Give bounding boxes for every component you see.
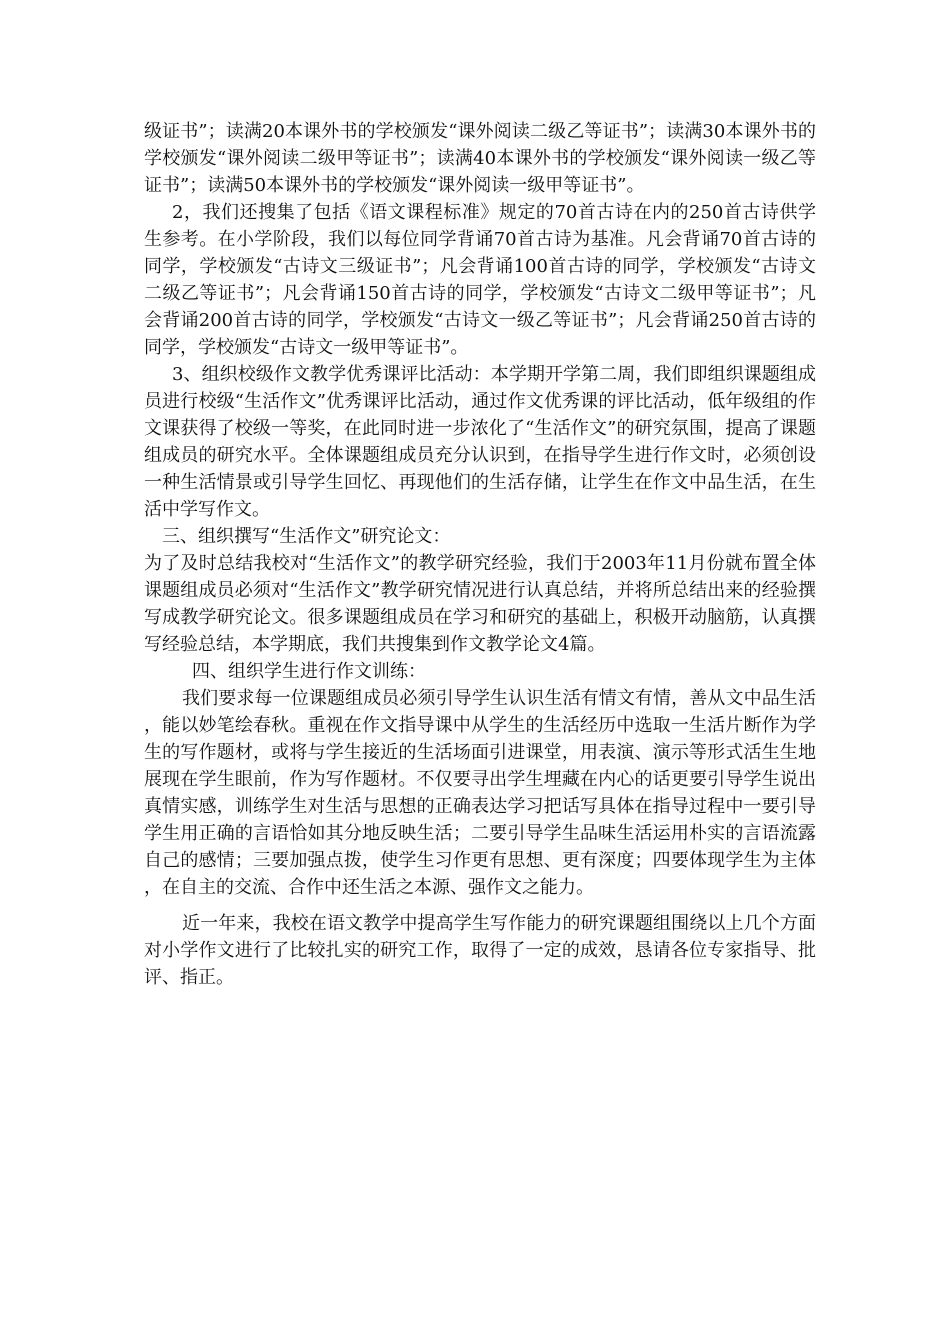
paragraph-writing-training: 我们要求每一位课题组成员必须引导学生认识生活有情文有情，善从文中品生活，能以妙笔绘春秋。重视在作文指导课中从学生的生活经历中选取一生活片断作为学生的写作题材，或将与学生接近的生活场面引进课堂，用表演、演示等形式活生生地展现在学生眼前，作为写作题材。不仅要寻出学生埋藏在内心的话更要引导学生说出真情实感，训练学生对生活与思想的正确表达学习把话写具体在指导过程中一要引导学生用正确的言语恰如其分地反映生活；二要引导学生品味生活运用朴实的言语流露自己的感情；三要加强点拨，使学生习作更有思想、更有深度；四要体现学生为主体，在自主的交流、合作中还生活之本源、强作文之能力。 bbox=[144, 688, 816, 898]
paragraph-research-papers: 为了及时总结我校对“生活作文”的教学研究经验，我们于2003年11月份就布置全体课题组成员必须对“生活作文”教学研究情况进行认真总结，并将所总结出来的经验撰写成教学研究论文。很多课题组成员在学习和研究的基础上，积极开动脑筋，认真撰写经验总结，本学期底，我们共搜集到作文教学论文4篇。 bbox=[144, 553, 816, 655]
section-heading-3: 三、组织撰写“生活作文”研究论文： bbox=[162, 526, 451, 547]
paragraph-ancient-poems: 2，我们还搜集了包括《语文课程标准》规定的70首古诗在内的250首古诗供学生参考。在小学阶段，我们以每位同学背诵70首古诗为基准。凡会背诵70首古诗的同学，学校颁发“古诗文三级证书”；凡会背诵100首古诗的同学，学校颁发“古诗文二级乙等证书”；凡会背诵150首古诗的同学，学校颁发“古诗文二级甲等证书”；凡会背诵200首古诗的同学，学校颁发“古诗文一级乙等证书”；凡会背诵250首古诗的同学，学校颁发“古诗文一级甲等证书”。 bbox=[144, 202, 816, 358]
paragraph-lesson-competition: 3、组织校级作文教学优秀课评比活动：本学期开学第二周，我们即组织课题组成员进行校级“生活作文”优秀课评比活动，通过作文优秀课的评比活动，低年级组的作文课获得了校级一等奖，在此同时进一步浓化了“生活作文”的研究氛围，提高了课题组成员的研究水平。全体课题组成员充分认识到，在指导学生进行作文时，必须创设一种生活情景或引导学生回忆、再现他们的生活存储，让学生在作文中品生活，在生活中学写作文。 bbox=[144, 364, 816, 520]
paragraph-reading-certificates: 级证书”；读满20本课外书的学校颁发“课外阅读二级乙等证书”；读满30本课外书的学校颁发“课外阅读二级甲等证书”；读满40本课外书的学校颁发“课外阅读一级乙等证书”；读满50本课外书的学校颁发“课外阅读一级甲等证书”。 bbox=[144, 121, 816, 196]
document-page bbox=[144, 118, 816, 991]
paragraph-conclusion: 近一年来，我校在语文教学中提高学生写作能力的研究课题组围绕以上几个方面对小学作文进行了比较扎实的研究工作，取得了一定的成效，恳请各位专家指导、批评、指正。 bbox=[144, 913, 816, 988]
section-heading-4: 四、组织学生进行作文训练： bbox=[192, 661, 426, 682]
